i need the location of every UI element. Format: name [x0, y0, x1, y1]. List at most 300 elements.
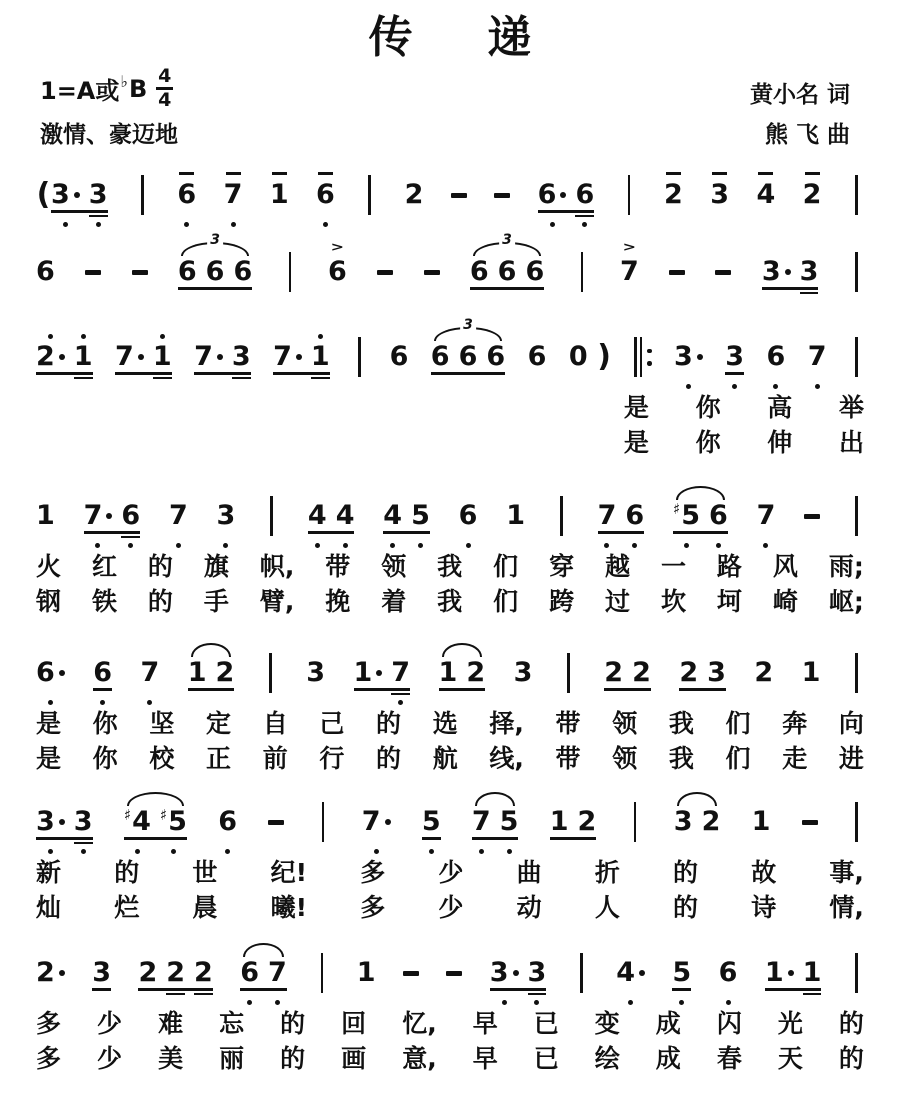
barline [849, 643, 864, 688]
lyric-syllable: 校 [149, 744, 175, 774]
lyric-syllable: 画 [341, 1044, 367, 1074]
slur-arc [240, 943, 287, 1006]
note-digit: 2 [466, 657, 486, 689]
note-token [616, 943, 645, 1006]
lyric-syllable: 的 [114, 858, 140, 888]
lyric-row [36, 390, 864, 425]
lyric-syllable: 光 [777, 1009, 803, 1039]
beam [194, 327, 251, 390]
underline-slot [569, 377, 588, 380]
dash-token [377, 242, 393, 305]
note-token [707, 643, 726, 706]
underline-slot [702, 842, 721, 845]
underline-slot [800, 292, 819, 295]
note-digit: 1 [73, 341, 93, 373]
underline-slot [490, 993, 519, 996]
beam [762, 242, 819, 305]
note-digit: 2 [632, 657, 651, 689]
note-token [525, 242, 544, 305]
dash-token [132, 242, 148, 305]
note-digit: 1 [353, 657, 373, 689]
lyric-syllable: 回 [341, 1009, 367, 1039]
dash-token [715, 242, 731, 305]
note-token [273, 327, 302, 390]
octave-down-dot [479, 849, 484, 854]
note-digit: 7 [140, 657, 160, 689]
octave-up-dot [48, 334, 53, 339]
underline-slot [459, 536, 478, 539]
underline-slot [756, 210, 775, 213]
lyric-syllable: 们 [725, 744, 751, 774]
lyric-syllable: 绘 [594, 1044, 620, 1074]
note-digit: 1 [36, 500, 55, 532]
note-token [36, 327, 65, 390]
underline-slot [767, 377, 786, 380]
underline-slot [538, 215, 567, 218]
lyric-syllable: 坚 [149, 709, 175, 739]
lyric-syllable: 前 [262, 744, 288, 774]
octave-down-dot [679, 1000, 684, 1005]
music-line-1 [36, 165, 864, 228]
lyric-row [36, 1041, 864, 1076]
paren-token: ( [36, 177, 51, 213]
beam-line [598, 531, 645, 534]
underline-slot [525, 292, 544, 295]
underline-slot [719, 988, 738, 991]
octave-down-dot [223, 543, 228, 548]
underline-slot [673, 536, 700, 539]
underline-slot [232, 377, 251, 380]
lyric-syllable: 少 [97, 1044, 123, 1074]
underline-slot [36, 842, 65, 845]
note-digit: 7 [115, 341, 134, 373]
note-digit: 7 [391, 657, 411, 689]
note-digit: 2 [701, 806, 721, 838]
barline-mark [855, 496, 858, 536]
beam-group [538, 165, 595, 228]
underline-slot [177, 215, 196, 218]
barline-mark [270, 496, 273, 536]
note-digit: 6 [575, 179, 595, 211]
barline-mark [855, 653, 858, 693]
note-token [490, 943, 519, 1006]
lyric-syllable: 行 [319, 744, 345, 774]
slur-group [177, 232, 253, 305]
note-digit: 4 [335, 500, 355, 532]
note-digit: 6 [93, 657, 113, 689]
note-token [383, 486, 402, 549]
note-token [177, 165, 196, 228]
note-digit: 4 [132, 806, 151, 838]
lyric-syllable: 成 [655, 1044, 681, 1074]
note-token [762, 242, 791, 305]
underline-slot [336, 536, 355, 539]
note-digit: 4 [616, 957, 635, 989]
score [36, 165, 864, 1076]
composer-credit: 熊 飞 曲 [764, 122, 850, 149]
underline-slot [328, 292, 347, 295]
octave-down-dot [815, 384, 820, 389]
underline-slot [51, 215, 80, 218]
underline-slot [390, 372, 409, 375]
beam-group [273, 327, 330, 390]
note-digit: 7 [273, 341, 292, 373]
note-digit: 1 [310, 341, 330, 373]
underline-slot [575, 215, 594, 218]
lyric-syllable: 路 [716, 552, 742, 582]
lyric-syllable: 情, [829, 893, 864, 923]
underline-slot [362, 842, 391, 845]
barline-mark [567, 653, 570, 693]
lyric-syllable: 崎 [772, 587, 798, 617]
beam [138, 943, 212, 1006]
underline-slot [664, 210, 683, 213]
note-digit: 7 [597, 500, 617, 532]
note-token [756, 165, 775, 228]
note-token [439, 643, 458, 706]
beam-line [138, 988, 212, 991]
lyric-syllable: 航 [432, 744, 458, 774]
note-token [674, 792, 693, 855]
tempo-marking: 激情、豪迈地 [40, 122, 178, 149]
slur-arc [674, 792, 721, 855]
underline-slot [362, 837, 391, 840]
octave-down-dot [390, 543, 395, 548]
note-token [538, 165, 567, 228]
duration-dot [59, 354, 65, 360]
octave-down-dot [502, 1000, 507, 1005]
underline-slot [808, 372, 827, 375]
barline-mark [269, 653, 272, 693]
dash-token [802, 792, 818, 855]
duration-dot [59, 970, 65, 976]
barline [849, 943, 864, 988]
octave-down-dot [628, 1000, 633, 1005]
underline-slot [470, 292, 489, 295]
duration-dot [560, 192, 566, 198]
octave-down-dot [95, 543, 100, 548]
underline-slot [674, 377, 703, 380]
underline-slot [160, 842, 187, 845]
lyric-syllable: 坷 [716, 587, 742, 617]
beam-line [470, 287, 544, 290]
note-token [194, 943, 213, 1006]
note-digit: 2 [679, 657, 699, 689]
lyric-row [36, 1006, 864, 1041]
lyric-syllable: 是 [36, 709, 62, 739]
duration-dash [268, 820, 284, 825]
slur-arc [469, 232, 545, 305]
dash-token [804, 486, 820, 549]
slur-group [674, 792, 721, 855]
note-token [625, 486, 644, 549]
octave-down-dot [684, 543, 689, 548]
dash-token [446, 943, 462, 1006]
note-token [206, 242, 225, 305]
underline-slot [177, 210, 196, 213]
underline-slot [528, 377, 547, 380]
lyric-syllable: 曲 [516, 858, 542, 888]
lyric-row [36, 425, 864, 460]
note-digit: 6 [233, 256, 253, 288]
octave-down-dot [225, 849, 230, 854]
note-token [405, 165, 424, 228]
lyric-syllable: 难 [158, 1009, 184, 1039]
duration-dash [377, 270, 393, 275]
barline [561, 643, 576, 688]
note-token [767, 327, 786, 390]
barline-mark [368, 175, 371, 215]
note-token [598, 486, 617, 549]
note-token [36, 242, 55, 305]
duration-dash [804, 514, 820, 519]
lyric-syllable: 多 [360, 893, 386, 923]
music-line-6 [36, 792, 864, 855]
duration-dot [639, 970, 645, 976]
note-token [498, 242, 517, 305]
barline [622, 165, 637, 210]
note-digit: 3 [306, 657, 326, 689]
octave-down-dot [604, 543, 609, 548]
beam-group [550, 792, 597, 855]
underline-slot [803, 210, 822, 213]
beam-line [490, 988, 547, 991]
underline-slot [514, 693, 533, 696]
note-token [121, 486, 140, 549]
beam-line [538, 210, 595, 213]
octave-down-dot [763, 543, 768, 548]
underline-slot [89, 215, 108, 218]
note-digit: 6 [240, 957, 260, 989]
music-line-5 [36, 643, 864, 706]
lyric-row [36, 706, 864, 741]
beam-line [36, 372, 93, 375]
beam-line [240, 988, 287, 991]
octave-up-dot [318, 334, 323, 339]
lyric-syllable: 动 [516, 893, 542, 923]
dash-token [85, 242, 101, 305]
note-token [803, 943, 822, 1006]
barline [849, 792, 864, 837]
note-token [308, 486, 327, 549]
underline-slot [240, 993, 259, 996]
lyric-syllable: 们 [725, 709, 751, 739]
lyric-syllable: 出 [838, 428, 864, 458]
underline-slot [709, 536, 728, 539]
duration-dot [785, 269, 791, 275]
note-token [802, 643, 821, 706]
note-digit: 6 [430, 341, 450, 373]
underline-slot [803, 993, 822, 996]
note-token [327, 239, 347, 305]
lyric-syllable: 带 [325, 552, 351, 582]
beam [604, 643, 651, 706]
beam-group [138, 943, 212, 1006]
underline-slot [757, 531, 776, 534]
note-token [270, 165, 289, 228]
lyric-syllable: 领 [612, 744, 638, 774]
note-digit: 2 [577, 806, 597, 838]
underline-slot [757, 536, 776, 539]
duration-dot [59, 819, 65, 825]
note-digit: 3 [51, 179, 70, 211]
underline-slot [710, 210, 729, 213]
note-digit: 6 [497, 256, 517, 288]
lyric-syllable: 定 [206, 709, 232, 739]
note-digit: 5 [672, 957, 692, 989]
tuplet-number: 3 [207, 233, 223, 247]
underline-slot [84, 536, 113, 539]
note-token [354, 643, 383, 706]
underline-slot [357, 988, 376, 991]
octave-down-dot [147, 700, 152, 705]
note-digit: 3 [73, 806, 93, 838]
underline-slot [674, 842, 693, 845]
dash-token [424, 242, 440, 305]
note-token [422, 792, 441, 855]
underline-slot [206, 292, 225, 295]
barline-mark [855, 337, 858, 377]
octave-down-dot [315, 543, 320, 548]
octave-down-dot [550, 222, 555, 227]
tenuto-mark [226, 172, 241, 176]
underline-slot [316, 215, 335, 218]
time-lower: 4 [158, 89, 172, 112]
note-digit: 6 [709, 500, 728, 532]
beam-line [51, 210, 108, 213]
note-digit: 6 [121, 500, 141, 532]
underline-slot [472, 842, 491, 845]
note-digit: 6 [177, 256, 197, 288]
note-digit: 5 [499, 806, 519, 838]
note-token [124, 792, 151, 855]
underline-slot [308, 536, 327, 539]
rest-token [569, 327, 588, 390]
underline-slot [218, 837, 237, 840]
lyric-syllable: 着 [381, 587, 407, 617]
octave-down-dot [135, 849, 140, 854]
duration-dot [385, 819, 391, 825]
underline-slot [550, 842, 569, 845]
note-token [765, 943, 794, 1006]
note-digit: 2 [754, 657, 774, 689]
lyric-syllable: 美 [158, 1044, 184, 1074]
octave-down-dot [343, 543, 348, 548]
lyric-syllable: 择, [489, 709, 524, 739]
underline-slot [506, 536, 525, 539]
note-digit: 3 [710, 179, 730, 211]
note-digit: 6 [177, 179, 197, 211]
beam [51, 165, 108, 228]
beam [765, 943, 822, 1006]
underline-slot [500, 842, 519, 845]
lyric-syllable: 风 [772, 552, 798, 582]
beam-line [550, 837, 597, 840]
lyric-syllable: 新 [36, 858, 62, 888]
beam-group [569, 327, 612, 390]
beam-group [354, 643, 411, 706]
underline-slot [679, 693, 698, 696]
lyric-row [36, 549, 864, 584]
beam-group [490, 943, 547, 1006]
underline-slot [422, 837, 441, 840]
note-token [803, 165, 822, 228]
note-token [470, 242, 489, 305]
note-token [74, 792, 93, 855]
barline-mark [634, 802, 637, 842]
duration-dash [424, 270, 440, 275]
note-token [166, 943, 185, 1006]
lyric-syllable: 的 [673, 858, 699, 888]
underline-slot [93, 693, 112, 696]
note-digit: 6 [527, 341, 547, 373]
underline-slot [620, 292, 639, 295]
sharp-icon: ♯ [123, 806, 132, 825]
music-line-3 [36, 317, 864, 390]
note-digit: 4 [756, 179, 776, 211]
underline-slot [218, 842, 237, 845]
note-digit: 1 [269, 179, 289, 211]
underline-slot [166, 993, 185, 996]
lyric-syllable: 多 [360, 858, 386, 888]
barline [264, 486, 279, 531]
octave-down-dot [323, 222, 328, 227]
beam-group [36, 165, 108, 228]
underline-slot [224, 215, 243, 218]
beam-line [115, 372, 172, 375]
lyric-syllable: 春 [716, 1044, 742, 1074]
slur-arc [177, 232, 253, 305]
lyric-syllable: 你 [695, 393, 721, 423]
lyric-syllable: 的 [147, 587, 173, 617]
lyric-syllable: 多 [36, 1044, 62, 1074]
lyric-syllable: 烂 [114, 893, 140, 923]
barline [554, 486, 569, 531]
underline-slot [115, 377, 144, 380]
lyric-syllable: 故 [751, 858, 777, 888]
note-token [92, 943, 111, 1006]
underline-slot [528, 993, 547, 996]
octave-down-dot [184, 222, 189, 227]
lyric-syllable: 的 [838, 1009, 864, 1039]
lyric-syllable: 成 [655, 1009, 681, 1039]
lyric-syllable: 晨 [192, 893, 218, 923]
note-digit: 2 [166, 957, 186, 989]
note-digit: 7 [807, 341, 827, 373]
note-digit: 2 [664, 179, 683, 211]
beam-line [194, 372, 251, 375]
underline-slot [311, 377, 330, 380]
underline-slot [632, 693, 651, 696]
lyric-syllable: 少 [97, 1009, 123, 1039]
duration-dash [451, 193, 467, 198]
underline-slot [121, 536, 140, 539]
duration-dash [446, 971, 462, 976]
lyric-syllable: 早 [472, 1009, 498, 1039]
underline-slot [498, 292, 517, 295]
note-token [725, 327, 744, 390]
underline-slot [604, 693, 623, 696]
song-title: 传递 [368, 12, 607, 63]
score-header [36, 64, 864, 156]
note-digit: 6 [458, 500, 478, 532]
duration-dash [132, 270, 148, 275]
note-token [575, 165, 594, 228]
duration-dot [74, 192, 80, 198]
underline-slot [752, 842, 771, 845]
note-digit: 5 [681, 500, 701, 532]
underline-slot [390, 377, 409, 380]
